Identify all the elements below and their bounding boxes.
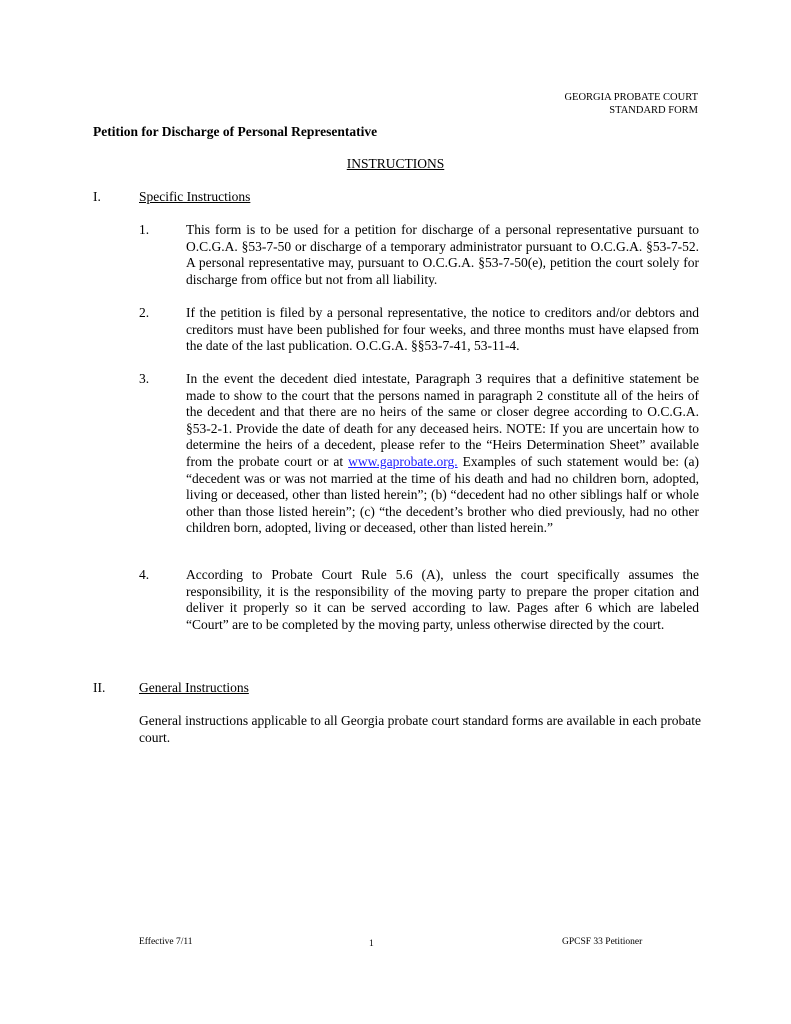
item-1-number: 1. [139,222,150,237]
footer-effective-date: Effective 7/11 [139,937,193,947]
footer-form-id: GPCSF 33 Petitioner [562,937,643,947]
court-header [564,92,698,117]
court-header-line1: GEORGIA PROBATE COURT [564,92,698,103]
document-title: Petition for Discharge of Personal Representative [93,124,378,139]
section-2-title: General Instructions [139,680,249,695]
item-3-number: 3. [139,371,150,386]
item-2-text: If the petition is filed by a personal representative, the notice to creditors and/or debtors and creditors must have been published for four weeks, and three months must have elapsed from the date of the last publication. O.C.G.A. §§53-7-41, 53-11-4. [186,305,699,354]
footer-page-number: 1 [369,939,374,949]
item-3-text-after: Examples of such statement would be: (a) “decedent was or was not married at the time of his death and had no children born, adopted, living or deceased, other than listed herein”; (b) “decedent had no other siblings half or whole other than those listed herein”; (c) “the decedent’s brother who died previously, had no other children born, adopted, living or deceased, other than listed herein.” [186,453,699,536]
item-1-text: This form is to be used for a petition for discharge of a personal representative pursuant to O.C.G.A. §53-7-50 or discharge of a temporary administrator pursuant to O.C.G.A. §53-7-52. A personal representative may, pursuant to O.C.G.A. §53-7-50(e), petition the court solely for discharge from office but not from all liability. [186,222,699,287]
item-3-text-before: In the event the decedent died intestate, Paragraph 3 requires that a definitive statement be made to show to the court that the persons named in paragraph 2 constitute all of the heirs of the decedent and that there are no heirs of the same or closer degree according to O.C.G.A. §53-2-1. Provide the date of death for any deceased heirs. NOTE: If you are uncertain how to determine the heirs of a decedent, please refer to the “Heirs Determination Sheet” available from the probate court or at [186,371,699,469]
section-1-title: Specific Instructions [139,189,251,204]
section-2-number: II. [93,680,106,695]
court-header-line2: STANDARD FORM [609,104,698,116]
general-instructions-text: General instructions applicable to all Georgia probate court standard forms are available in each probate court. [139,713,702,745]
section-1-number: I. [93,189,101,204]
item-3-text [186,371,699,537]
item-4-text: According to Probate Court Rule 5.6 (A), unless the court specifically assumes the responsibility, it is the responsibility of the moving party to prepare the proper citation and deliver it properly so it can be served according to law. Pages after 6 which are labeled “Court” are to be completed by the moving party, unless otherwise directed by the court. [186,567,699,632]
instructions-heading: INSTRUCTIONS [346,156,445,171]
item-4-number: 4. [139,567,150,582]
item-2-number: 2. [139,305,150,320]
gaprobate-link[interactable]: www.gaprobate.org. [348,453,458,469]
